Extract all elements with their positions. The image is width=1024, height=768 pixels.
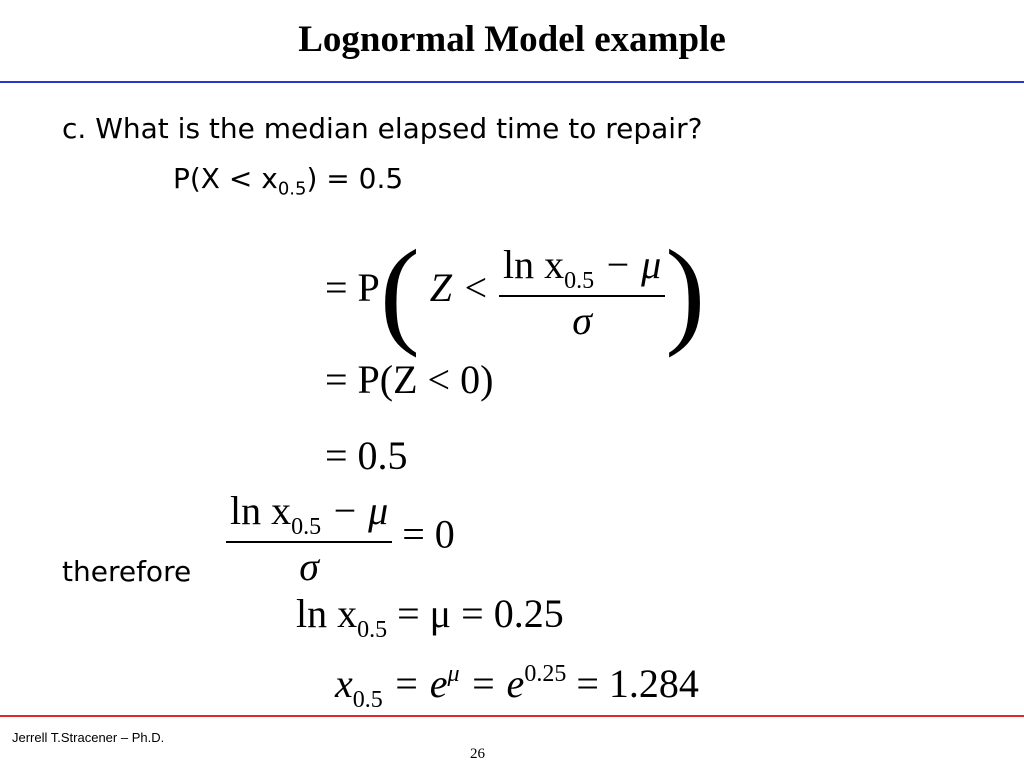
- eq5-rhs: = μ = 0.25: [387, 591, 564, 636]
- prob-sub: 0.5: [277, 178, 307, 200]
- eq1-z: Z <: [429, 265, 490, 311]
- eq6-mid2-sup: 0.25: [524, 661, 567, 687]
- eq3-text: = 0.5: [325, 433, 408, 478]
- footer-divider: [0, 715, 1024, 717]
- eq6-mid2: = e: [459, 661, 525, 706]
- eq6-lhs-sub: 0.5: [352, 687, 383, 713]
- eq4-denominator: σ: [299, 544, 319, 589]
- equation-1: [325, 225, 706, 358]
- eq1-left-paren: (: [379, 225, 420, 358]
- therefore-label: therefore: [62, 555, 192, 588]
- slide-title: Lognormal Model example: [298, 19, 726, 60]
- eq1-numerator: [499, 241, 665, 295]
- eq6-mid1: = e: [382, 661, 448, 706]
- eq1-fraction: [499, 241, 665, 344]
- eq1-num-sub: 0.5: [564, 267, 595, 294]
- eq6-mid1-sup: μ: [447, 661, 460, 687]
- prob-prefix: P(X < x: [173, 162, 278, 195]
- eq4-rhs: = 0: [402, 511, 455, 557]
- equation-5: [296, 590, 564, 644]
- eq5-lhs-sub: 0.5: [357, 617, 388, 643]
- equation-3: [325, 432, 408, 479]
- eq4-num: ln x: [230, 488, 292, 533]
- eq6-lhs: x: [335, 661, 353, 706]
- eq4-num-sub: 0.5: [291, 514, 322, 540]
- probability-statement: [173, 162, 403, 200]
- eq1-num-tail: − μ: [594, 241, 662, 287]
- eq1-lead: = P: [325, 265, 380, 311]
- title-divider: [0, 81, 1024, 83]
- equation-6: [335, 660, 699, 714]
- footer-author: Jerrell T.Stracener – Ph.D.: [12, 730, 165, 745]
- equation-2: [325, 356, 493, 403]
- eq4-num-tail: − μ: [321, 488, 389, 533]
- eq1-num: ln x: [503, 241, 565, 287]
- question-text: c. What is the median elapsed time to repair?: [62, 112, 703, 145]
- eq4-fraction: [226, 487, 392, 590]
- eq1-right-paren: ): [665, 225, 706, 358]
- eq4-numerator: [226, 487, 392, 541]
- eq2-text: = P(Z < 0): [325, 357, 494, 402]
- prob-suffix: ) = 0.5: [306, 162, 404, 195]
- eq6-rhs: = 1.284: [566, 661, 699, 706]
- eq1-denominator: σ: [572, 297, 592, 343]
- page-number: 26: [470, 746, 485, 762]
- equation-4: [226, 487, 455, 590]
- eq5-lhs: ln x: [296, 591, 358, 636]
